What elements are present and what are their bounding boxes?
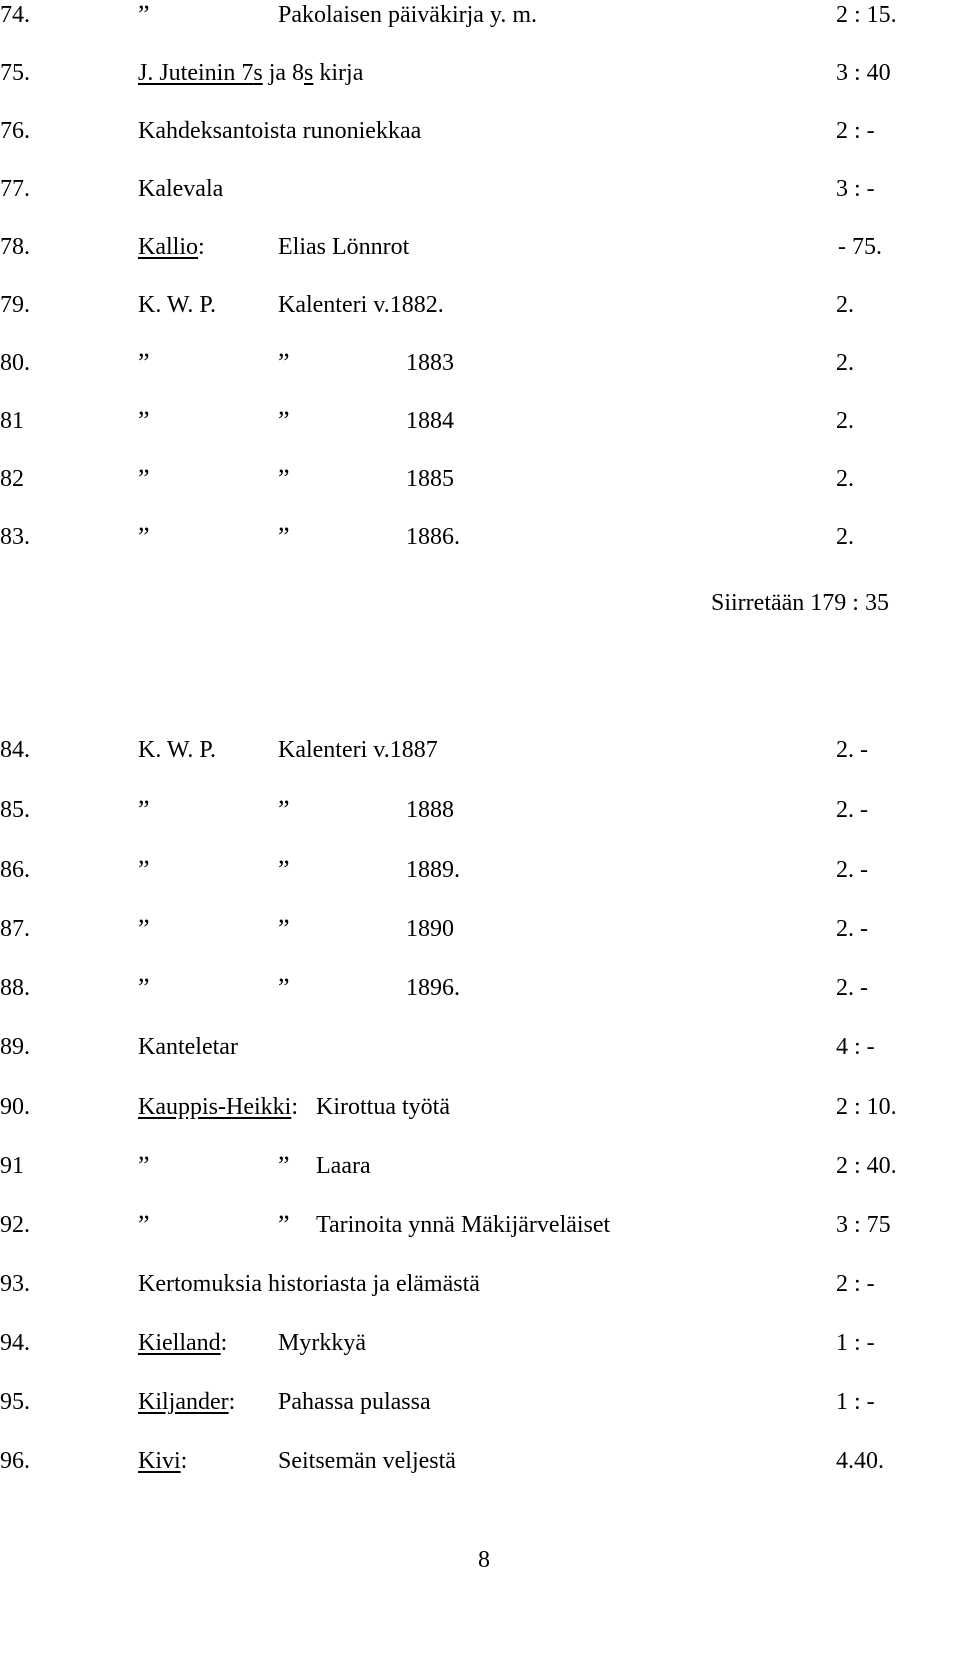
list-item [0,1446,960,1476]
ditto-mark: ” [278,914,290,943]
entry-title: 1884 [406,408,454,434]
list-item [0,522,960,552]
entry-author [138,1092,298,1122]
list-item [0,795,960,825]
ditto-mark: ” [138,1210,150,1239]
entry-number: 96. [0,1448,30,1474]
ditto-mark: ” [138,406,150,435]
list-item [0,0,960,30]
list-item [0,855,960,885]
entry-author [138,1446,187,1476]
author-text: kirja [313,60,364,86]
entry-price: 2. [836,408,854,434]
entry-number: 88. [0,975,30,1001]
author-separator: : [180,1448,188,1474]
ditto-mark: ” [138,855,150,884]
list-item [0,406,960,436]
entry-number: 78. [0,234,30,260]
entry-title: 1885 [406,466,454,492]
entry-number: 82 [0,466,24,492]
list-item [0,1269,960,1299]
entry-title: 1896. [406,975,460,1001]
list-item [0,1328,960,1358]
author-text: J. Juteinin 7 [138,60,254,86]
entry-number: 75. [0,60,30,86]
author-separator: : [291,1094,298,1120]
list-item [0,464,960,494]
entry-title: Kalenteri v.1882. [278,292,444,318]
entry-title: 1890 [406,916,454,942]
author-name: Kiljander [138,1389,229,1415]
author-text: s [304,60,314,86]
list-item [0,1151,960,1181]
list-item [0,1387,960,1417]
entry-number: 76. [0,118,30,144]
entry-number: 93. [0,1271,30,1297]
entry-price: 2 : 10. [836,1094,897,1120]
entry-price: 4 : - [836,1034,875,1060]
list-item [0,232,960,262]
entry-price: 2. - [836,797,868,823]
entry-price: 2. - [836,975,868,1001]
entry-price: 1 : - [836,1389,875,1415]
author-text: ja 8 [262,60,305,86]
entry-title: Kalenteri v.1887 [278,737,438,763]
entry-title: 1888 [406,797,454,823]
entry-title: Kahdeksantoista runoniekkaa [138,118,422,144]
author-name: Kivi [138,1448,181,1474]
entry-price: 4.40. [836,1448,884,1474]
ditto-mark: ” [278,1210,290,1239]
entry-price: 3 : - [836,176,875,202]
list-item [0,914,960,944]
entry-title: Pakolaisen päiväkirja y. m. [278,2,538,28]
list-item [0,735,960,765]
ditto-mark: ” [278,855,290,884]
entry-price: 2. [836,466,854,492]
entry-number: 94. [0,1330,30,1356]
list-item [0,1092,960,1122]
entry-title: Pahassa pulassa [278,1389,431,1415]
entry-author [138,1328,227,1358]
entry-number: 74. [0,2,30,28]
carry-forward-line [0,588,960,618]
ditto-mark: ” [278,973,290,1002]
entry-price: 2. - [836,916,868,942]
entry-number: 95. [0,1389,30,1415]
entry-number: 91 [0,1153,24,1179]
author-separator: : [228,1389,236,1415]
entry-price: 2 : - [836,118,875,144]
entry-price: 2. [836,524,854,550]
entry-number: 84. [0,737,30,763]
list-item [0,348,960,378]
list-item [0,116,960,146]
entry-title: Kalevala [138,176,224,202]
ditto-mark: ” [278,522,290,551]
entry-title: Kanteletar [138,1034,238,1060]
ditto-mark: ” [278,464,290,493]
list-item [0,290,960,320]
entry-price: 2 : 40. [836,1153,897,1179]
ditto-mark: ” [278,348,290,377]
entry-price: 2 : - [836,1271,875,1297]
author-name: Kauppis-Heikki [138,1094,292,1120]
entry-number: 79. [0,292,30,318]
entry-title: Tarinoita ynnä Mäkijärveläiset [316,1212,611,1238]
list-item [0,973,960,1003]
ditto-mark: ” [278,795,290,824]
carry-forward-text: Siirretään 179 : 35 [711,590,889,616]
list-item [0,58,960,88]
ditto-mark: ” [138,0,150,29]
entry-title: Kirottua työtä [316,1094,450,1120]
entry-title: Laara [316,1153,371,1179]
entry-title: Seitsemän veljestä [278,1448,456,1474]
entry-price: 2. [836,350,854,376]
entry-number: 92. [0,1212,30,1238]
entry-number: 89. [0,1034,30,1060]
ditto-mark: ” [278,406,290,435]
author-name: Kielland [138,1330,221,1356]
entry-title: Myrkkyä [278,1330,366,1356]
ditto-mark: ” [138,914,150,943]
entry-title: Elias Lönnrot [278,234,410,260]
entry-title: 1886. [406,524,460,550]
entry-number: 77. [0,176,30,202]
ditto-mark: ” [138,464,150,493]
ditto-mark: ” [138,1151,150,1180]
entry-number: 86. [0,857,30,883]
entry-price: 3 : 40 [836,60,891,86]
author-text: s [253,60,263,86]
author-name: Kallio [138,234,198,260]
entry-author: K. W. P. [138,292,217,318]
entry-price: 1 : - [836,1330,875,1356]
ditto-mark: ” [138,973,150,1002]
entry-author [138,1387,235,1417]
ditto-mark: ” [138,348,150,377]
entry-number: 81 [0,408,24,434]
entry-price: 3 : 75 [836,1212,891,1238]
list-item [0,1032,960,1062]
list-item [0,1210,960,1240]
entry-price: 2 : 15. [836,2,897,28]
entry-title: 1883 [406,350,454,376]
entry-price: 2. - [836,737,868,763]
ditto-mark: ” [138,522,150,551]
entry-number: 80. [0,350,30,376]
entry-author: K. W. P. [138,737,217,763]
page-number: 8 [478,1547,490,1573]
entry-price: 2. [836,292,854,318]
entry-title: Kertomuksia historiasta ja elämästä [138,1271,480,1297]
ditto-mark: ” [278,1151,290,1180]
author-separator: : [220,1330,228,1356]
author-separator: : [198,234,205,260]
entry-number: 85. [0,797,30,823]
ditto-mark: ” [138,795,150,824]
entry-number: 87. [0,916,30,942]
entry-title: 1889. [406,857,460,883]
entry-author-title [138,58,363,88]
entry-author [138,232,205,262]
list-item [0,174,960,204]
entry-number: 90. [0,1094,30,1120]
entry-price: 2. - [836,857,868,883]
entry-price: - 75. [838,234,882,260]
page-number-line [0,1545,960,1575]
entry-number: 83. [0,524,30,550]
